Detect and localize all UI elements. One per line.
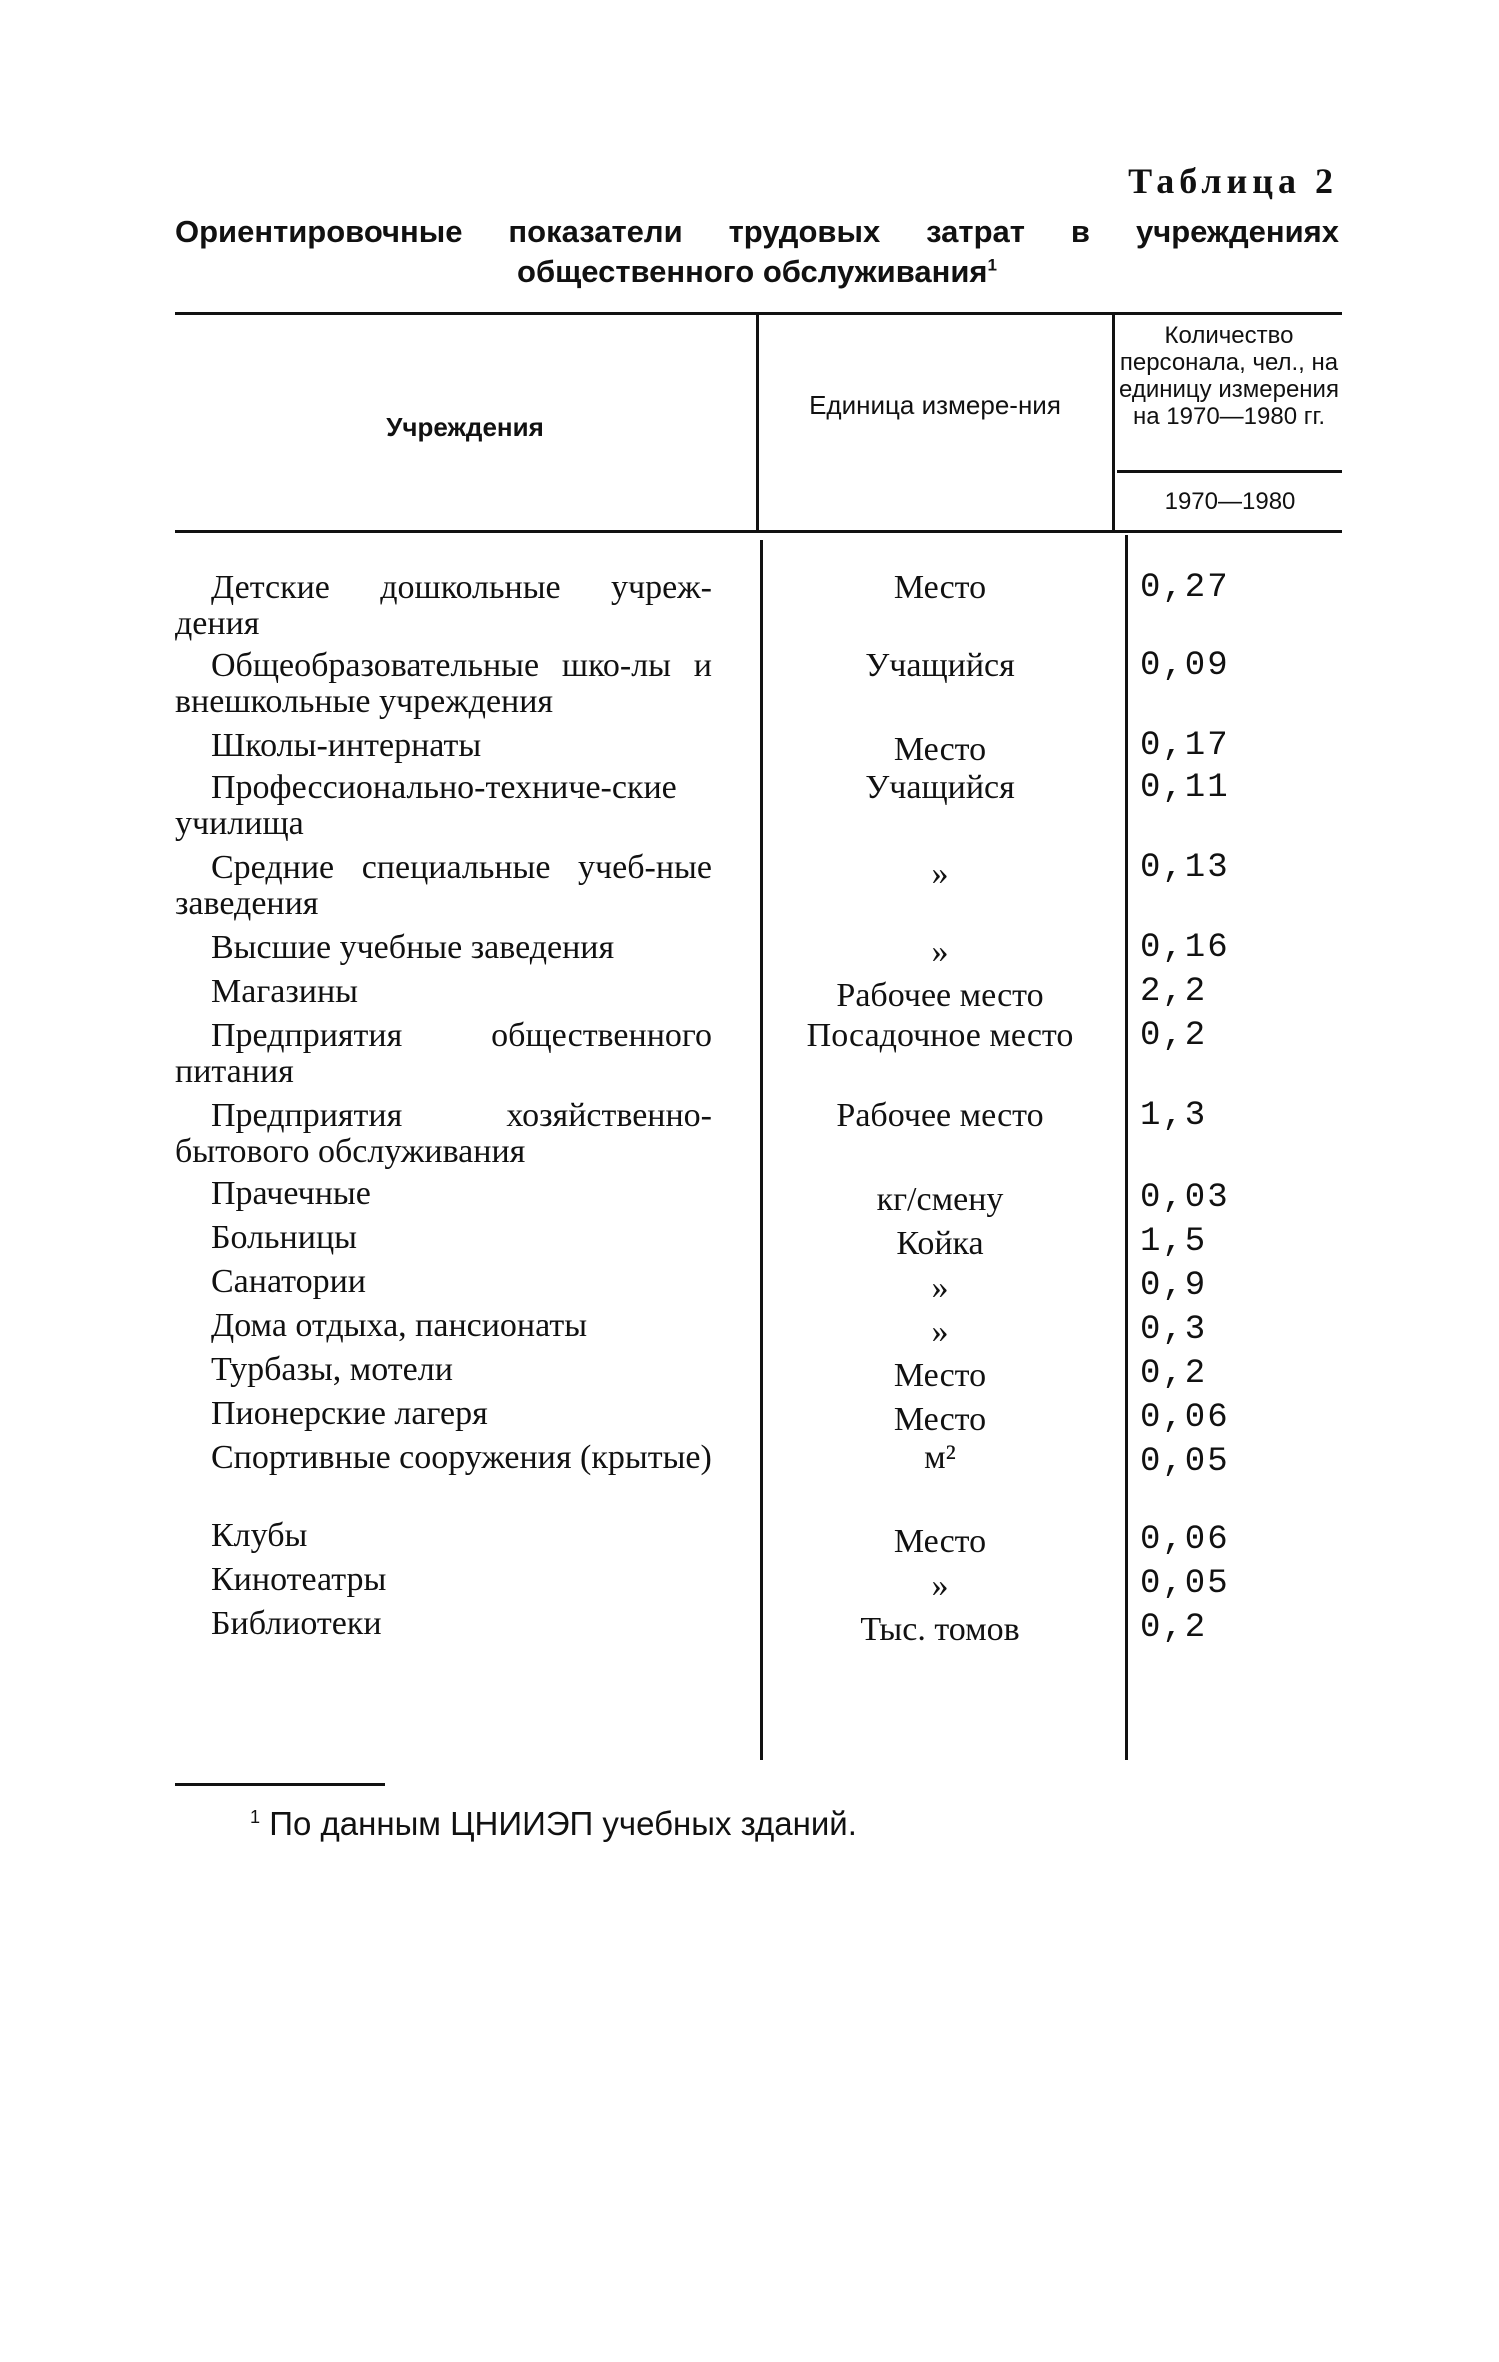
row-unit: »	[931, 1269, 949, 1306]
row-institution: Прачечные	[211, 1175, 371, 1212]
header-divider-1	[756, 315, 759, 530]
footnote-mark: 1	[250, 1807, 261, 1827]
row-value: 0,03	[1140, 1179, 1230, 1217]
row-unit: Учащийся	[865, 769, 1015, 806]
column-header-period: 1970—1980	[1164, 488, 1296, 515]
row-unit: »	[931, 1567, 949, 1604]
row-institution: Больницы	[211, 1219, 357, 1256]
row-unit: Место	[893, 569, 987, 606]
row-unit: Койка	[896, 1225, 984, 1262]
row-value: 0,2	[1140, 1017, 1208, 1055]
row-value: 2,2	[1140, 973, 1208, 1011]
footnote-rule	[175, 1783, 385, 1786]
row-institution: Общеобразовательные шко-лы и внешкольные учреждения	[175, 647, 712, 720]
row-value: 0,09	[1140, 647, 1230, 685]
row-institution: Предприятия хозяйственно-бытового обслуживания	[175, 1097, 712, 1170]
row-unit: »	[931, 933, 949, 970]
row-unit: Посадочное место	[806, 1017, 1074, 1054]
row-unit: кг/смену	[876, 1181, 1004, 1218]
row-institution: Высшие учебные заведения	[211, 929, 615, 966]
row-institution: Дома отдыха, пансионаты	[211, 1307, 588, 1344]
row-value: 0,9	[1140, 1267, 1208, 1305]
header-bottom-rule	[175, 530, 1342, 533]
row-institution: Предприятия общественного питания	[175, 1017, 712, 1090]
row-unit: »	[931, 1313, 949, 1350]
row-value: 0,05	[1140, 1565, 1230, 1603]
table-title-text: Ориентировочные показатели трудовых затрат в учреждениях общественного обслуживания	[175, 214, 1339, 289]
row-institution: Профессионально-техниче-ские училища	[175, 769, 677, 842]
row-value: 0,13	[1140, 849, 1230, 887]
row-value: 0,2	[1140, 1355, 1208, 1393]
row-value: 0,17	[1140, 727, 1230, 765]
row-value: 0,27	[1140, 569, 1230, 607]
row-unit: Место	[893, 1523, 987, 1560]
row-value: 0,11	[1140, 769, 1230, 807]
period-rule	[1117, 470, 1342, 473]
row-institution: Пионерские лагеря	[211, 1395, 488, 1432]
row-unit: Место	[893, 1357, 987, 1394]
row-unit: Рабочее место	[836, 1097, 1044, 1134]
row-institution: Средние специальные учеб-ные заведения	[175, 849, 712, 922]
table-title	[175, 212, 1339, 292]
table-label: Таблица 2	[1128, 161, 1338, 201]
row-value: 0,06	[1140, 1399, 1230, 1437]
row-unit: м²	[924, 1439, 956, 1476]
body-divider-2	[1125, 535, 1128, 1760]
row-unit: »	[931, 855, 949, 892]
footnote	[250, 1805, 857, 1843]
row-unit: Тыс. томов	[860, 1611, 1020, 1648]
row-institution: Детские дошкольные учреж-дения	[175, 569, 712, 642]
row-institution: Кинотеатры	[211, 1561, 387, 1598]
row-unit: Место	[893, 731, 987, 768]
row-institution: Школы-интернаты	[211, 727, 482, 764]
row-unit: Рабочее место	[836, 977, 1044, 1014]
row-value: 0,3	[1140, 1311, 1208, 1349]
row-institution: Клубы	[211, 1517, 308, 1554]
row-institution: Санатории	[211, 1263, 366, 1300]
body-divider-1	[760, 540, 763, 1760]
row-institution: Библиотеки	[211, 1605, 382, 1642]
footnote-text: По данным ЦНИИЭП учебных зданий.	[269, 1805, 857, 1842]
row-value: 1,3	[1140, 1097, 1208, 1135]
row-institution: Магазины	[211, 973, 359, 1010]
row-value: 0,06	[1140, 1521, 1230, 1559]
row-unit: Учащийся	[865, 647, 1015, 684]
column-header-institution: Учреждения	[386, 412, 544, 442]
header-divider-2	[1112, 315, 1115, 530]
row-value: 0,2	[1140, 1609, 1208, 1647]
row-institution: Турбазы, мотели	[211, 1351, 453, 1388]
row-value: 0,05	[1140, 1443, 1230, 1481]
row-institution: Спортивные сооружения (крытые)	[211, 1439, 712, 1476]
row-value: 1,5	[1140, 1223, 1208, 1261]
row-value: 0,16	[1140, 929, 1230, 967]
column-header-quantity: Количество персонала, чел., на единицу измерения на 1970—1980 гг.	[1119, 322, 1339, 430]
column-header-unit: Единица измере-ния	[809, 390, 1061, 420]
row-unit: Место	[893, 1401, 987, 1438]
title-footnote-mark: 1	[987, 255, 997, 275]
